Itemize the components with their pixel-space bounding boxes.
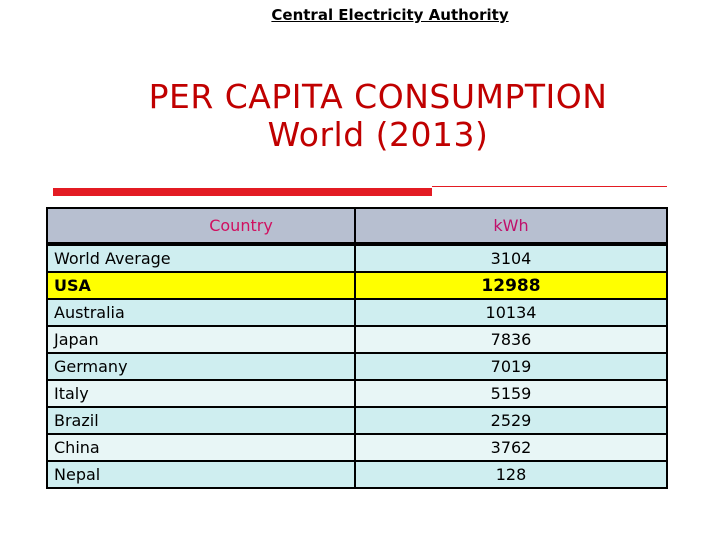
- country-cell: Germany: [47, 353, 355, 380]
- country-cell: USA: [47, 272, 355, 299]
- country-cell: Brazil: [47, 407, 355, 434]
- slide-title: [0, 78, 720, 154]
- table-row: [47, 461, 667, 488]
- kwh-cell: 7019: [355, 353, 667, 380]
- accent-bar-thin: [432, 186, 667, 187]
- kwh-cell: 3762: [355, 434, 667, 461]
- organization-header: Central Electricity Authority: [271, 6, 509, 24]
- title-line-2: World (2013): [267, 115, 489, 154]
- country-cell: Australia: [47, 299, 355, 326]
- table-row: [47, 434, 667, 461]
- table-row: [47, 244, 667, 272]
- consumption-table: [46, 207, 668, 489]
- kwh-cell: 5159: [355, 380, 667, 407]
- kwh-cell: 10134: [355, 299, 667, 326]
- table-header-row: [47, 208, 667, 244]
- kwh-cell: 3104: [355, 244, 667, 272]
- column-header-kwh: kWh: [355, 208, 667, 244]
- table-row: [47, 326, 667, 353]
- title-line-1: PER CAPITA CONSUMPTION: [148, 77, 608, 116]
- kwh-cell: 7836: [355, 326, 667, 353]
- table-row: [47, 299, 667, 326]
- table-row: [47, 380, 667, 407]
- kwh-cell: 128: [355, 461, 667, 488]
- table-row: [47, 272, 667, 299]
- country-cell: Japan: [47, 326, 355, 353]
- country-cell: Nepal: [47, 461, 355, 488]
- table-row: [47, 407, 667, 434]
- country-cell: World Average: [47, 244, 355, 272]
- accent-bar-thick: [53, 188, 432, 196]
- kwh-cell: 2529: [355, 407, 667, 434]
- country-cell: China: [47, 434, 355, 461]
- country-cell: Italy: [47, 380, 355, 407]
- table-row: [47, 353, 667, 380]
- kwh-cell: 12988: [355, 272, 667, 299]
- column-header-country: Country: [47, 208, 355, 244]
